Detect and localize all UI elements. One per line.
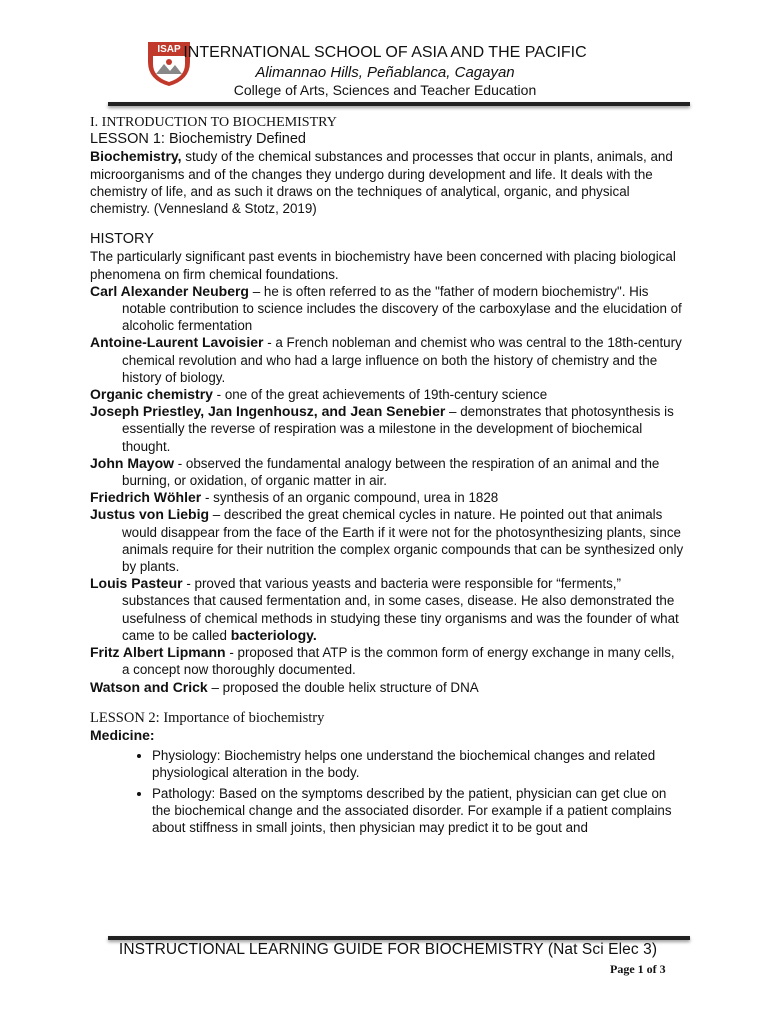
medicine-title: Medicine: bbox=[90, 726, 155, 743]
footer-title bbox=[108, 941, 668, 959]
history-term: Antoine-Laurent Lavoisier bbox=[90, 334, 264, 351]
history-entry bbox=[90, 575, 684, 644]
history-text: - observed the fundamental analogy between the respiration of an animal and the burning, or oxidation, of organic matter in air. bbox=[122, 455, 660, 489]
school-name: INTERNATIONAL SCHOOL OF ASIA AND THE PACIFIC bbox=[183, 44, 587, 61]
history-text: - proposed that ATP is the common form of energy exchange in many cells, a concept now thoroughly documented. bbox=[122, 645, 675, 678]
history-term: Justus von Liebig bbox=[90, 506, 210, 523]
footer-rule bbox=[108, 936, 690, 940]
history-term: Louis Pasteur bbox=[90, 575, 183, 592]
logo-text: ISAP bbox=[157, 44, 181, 55]
history-text: – he is often referred to as the "father of modern biochemistry". His notable contribution to science includes the discovery of the carboxylase and the elucidation of alcoholic fermentation bbox=[122, 283, 682, 334]
history-text: – demonstrates that photosynthesis is essentially the reverse of respiration was a milestone in the development of biochemical thought. bbox=[122, 404, 674, 454]
history-text: – proposed the double helix structure of DNA bbox=[207, 679, 479, 695]
definition-text: study of the chemical substances and processes that occur in plants, animals, and microorganisms and of the changes they undergo during development and life. It deals with the chemistry of life, and as such it draws on the techniques of analytical, organic, and physical chemistry. (Vennesland & Stotz, 2019) bbox=[90, 149, 673, 217]
history-term: Organic chemistry bbox=[90, 386, 213, 403]
school-location: Alimannao Hills, Peñablanca, Cagayan bbox=[255, 64, 515, 81]
history-entry bbox=[90, 489, 684, 506]
history-intro: The particularly significant past events in biochemistry have been concerned with placing biological phenomena on firm chemical foundations. bbox=[90, 249, 676, 282]
history-list bbox=[90, 283, 684, 696]
history-term: Carl Alexander Neuberg bbox=[90, 282, 249, 299]
history-text: - proved that various yeasts and bacteria were responsible for “ferments,” substances that caused fermentation and, in some cases, disease. He also demonstrated the usefulness of chemical methods in studying these tiny organisms and was the founder of what came to be called bbox=[122, 576, 679, 643]
history-term: John Mayow bbox=[90, 454, 175, 471]
history-term: Joseph Priestley, Jan Ingenhousz, and Jean Senebier bbox=[90, 403, 446, 420]
history-term: Friedrich Wöhler bbox=[90, 489, 202, 506]
footer-guide-title: INSTRUCTIONAL LEARNING GUIDE FOR BIOCHEMISTRY bbox=[118, 941, 544, 958]
document-body bbox=[90, 114, 684, 839]
header-rule bbox=[108, 102, 690, 106]
medicine-item: • Pathology: Based on the symptoms described by the patient, physician can get clue on the biochemical change and the associated disorder. For example if a patient complains about stiffness in small joints, then physician may predict it to be gout and bbox=[152, 785, 684, 837]
history-title: HISTORY bbox=[90, 231, 154, 248]
history-trailing-bold: bacteriology. bbox=[230, 626, 317, 643]
definition-term: Biochemistry, bbox=[90, 148, 182, 165]
section-title: I. INTRODUCTION TO BIOCHEMISTRY bbox=[90, 115, 337, 130]
definition-paragraph bbox=[90, 148, 684, 217]
history-entry bbox=[90, 283, 684, 335]
history-entry bbox=[90, 679, 684, 696]
history-term: Fritz Albert Lipmann bbox=[90, 644, 226, 661]
lesson2-title: LESSON 2: Importance of biochemistry bbox=[90, 709, 325, 726]
history-entry bbox=[90, 386, 684, 403]
history-entry bbox=[90, 455, 684, 489]
history-text: - synthesis of an organic compound, urea in 1828 bbox=[201, 490, 499, 506]
history-text: - one of the great achievements of 19th-century science bbox=[212, 387, 548, 403]
medicine-item: • Physiology: Biochemistry helps one understand the biochemical changes and related physiological alteration in the body. bbox=[152, 747, 684, 781]
medicine-list bbox=[90, 747, 684, 836]
footer-course: (Nat Sci Elec 3) bbox=[543, 941, 658, 958]
college-name: College of Arts, Sciences and Teacher Education bbox=[233, 82, 537, 98]
page-number: Page 1 of 3 bbox=[610, 962, 666, 976]
history-text: - a French nobleman and chemist who was central to the 18th-century chemical revolution and who had a large influence on both the history of chemistry and the history of biology. bbox=[122, 335, 682, 385]
history-entry bbox=[90, 403, 684, 455]
history-text: – described the great chemical cycles in nature. He pointed out that animals would disappear from the face of the Earth if it were not for the photosynthesizing plants, since animals require for their nutrition the complex organic compounds that can be synthesized only by plants. bbox=[122, 507, 684, 575]
history-term: Watson and Crick bbox=[90, 678, 208, 695]
history-entry bbox=[90, 334, 684, 386]
history-entry bbox=[90, 644, 684, 678]
history-entry bbox=[90, 506, 684, 575]
lesson1-title: LESSON 1: Biochemistry Defined bbox=[90, 131, 306, 148]
